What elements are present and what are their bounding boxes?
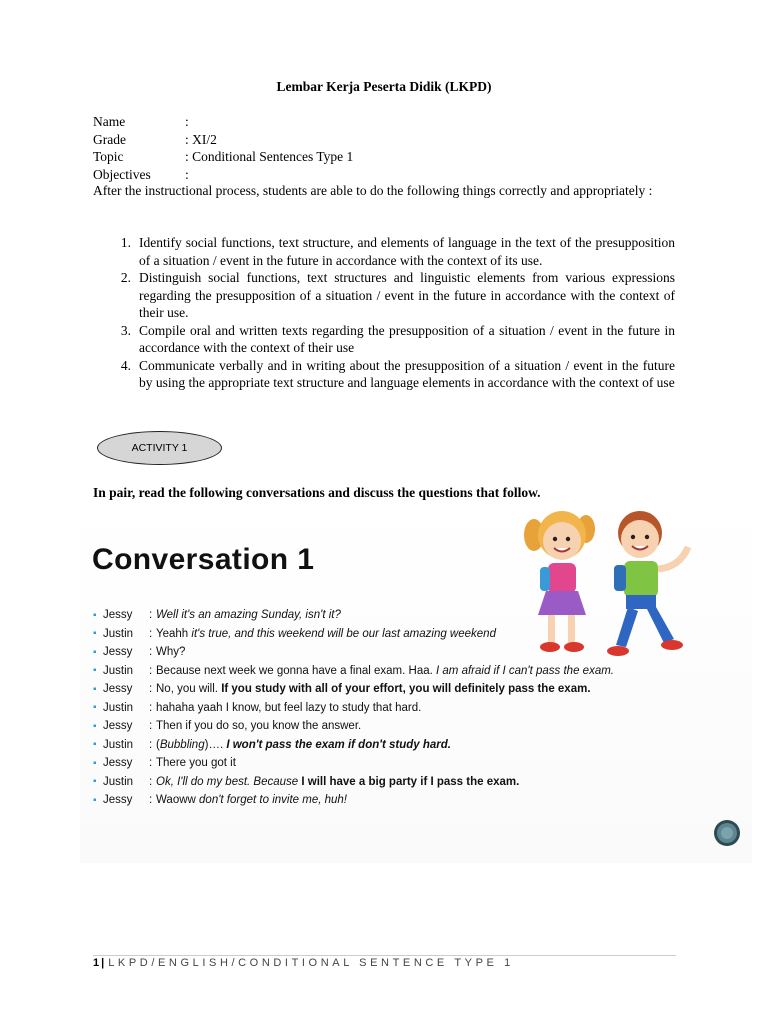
utterance [156,720,361,732]
dialogue-list [93,606,614,810]
utterance [156,646,185,658]
activity-badge: ACTIVITY 1 [97,431,222,465]
utterance-segment: it's true, and this weekend will be our last amazing weekend [191,627,496,640]
dialogue-line [93,736,614,755]
objective-text: Compile oral and written texts regarding the presupposition of a situation / event in the future in accordance with the context of their use [139,322,675,355]
utterance [156,702,421,714]
footer-separator: | [101,957,105,969]
dialogue-line [93,754,614,773]
bullet-icon: ▪ [93,776,97,788]
dialogue-line [93,606,614,625]
utterance [156,794,347,806]
speaker-colon: : [149,683,153,696]
utterance [156,665,614,677]
instruction-text: In pair, read the following conversations and discuss the questions that follow. [93,485,541,500]
document-title: Lembar Kerja Peserta Didik (LKPD) [276,79,492,94]
speaker-name: Justin [103,701,134,714]
utterance [156,757,236,769]
info-value: : XI/2 [185,131,217,147]
dialogue-line [93,662,614,681]
bullet-icon: ▪ [93,609,97,621]
utterance-segment: Because next week we gonna have a final exam. Haa. [156,664,437,677]
utterance-segment: Waoww [156,794,200,807]
speaker-name: Jessy [103,720,133,733]
dialogue-line [93,699,614,718]
objectives-list [93,234,675,392]
utterance-segment: Yeahh [156,627,192,640]
objective-item [93,322,675,357]
speaker-colon: : [149,794,153,807]
conversation-title: Conversation 1 [92,543,315,576]
dialogue-line [93,680,614,699]
speaker-colon: : [149,775,153,788]
speaker-name: Jessy [103,794,133,807]
speaker-colon: : [149,720,153,733]
utterance [156,609,341,621]
objective-item [93,234,675,269]
speaker-name: Jessy [103,683,133,696]
info-row-objectives [93,166,353,184]
info-row-grade [93,131,353,149]
speaker-name: Justin [103,627,134,640]
objective-text: Communicate verbally and in writing about the presupposition of a situation / event in the future by using the appropriate text structure and language elements in accordance with the context of use [139,357,675,390]
speaker-colon: : [149,646,153,659]
intro-paragraph: After the instructional process, students are able to do the following things correctly and appropriately : [93,183,653,198]
utterance-segment: I won't pass the exam if don't study hard. [226,738,451,751]
dialogue-line [93,717,614,736]
page-number: 1 [93,957,100,969]
objective-number: 1. [120,235,131,250]
utterance-segment: don't forget to invite me, huh! [199,794,347,807]
utterance-segment: I will have a big party if I pass the exam. [301,775,520,788]
utterance-segment: )…. [204,738,227,751]
bullet-icon: ▪ [93,720,97,732]
utterance-segment: Then if you do so, you know the answer. [156,720,362,733]
utterance-segment: ( [156,738,160,751]
speaker-name: Jessy [103,757,133,770]
objective-number: 3. [120,322,131,338]
info-key: Topic [93,149,124,164]
info-value: : Conditional Sentences Type 1 [185,149,354,164]
round-badge-icon [713,819,741,847]
boy-figure [607,511,688,656]
bullet-icon: ▪ [93,702,97,714]
info-value: : [185,114,189,129]
objective-text: Identify social functions, text structure, and elements of language in the text of the presupposition of a situation / event in the future in accordance with the context of its use. [139,235,675,268]
page-footer [93,957,514,969]
info-key: Grade [93,131,126,147]
speaker-name: Justin [103,738,134,751]
dialogue-line [93,625,614,644]
dialogue-line [93,773,614,792]
footer-label: LKPD/ENGLISH/CONDITIONAL SENTENCE TYPE 1 [108,957,514,969]
utterance-segment: If you study with all of your effort, you will definitely pass the exam. [221,683,591,696]
utterance-segment: Ok, I'll do my best. Because [156,775,302,788]
bullet-icon: ▪ [93,683,97,695]
speaker-colon: : [149,664,153,677]
speaker-colon: : [149,738,153,751]
bullet-icon: ▪ [93,739,97,751]
objective-number: 2. [120,270,131,285]
utterance-segment: Bubbling [159,738,205,751]
info-row-name [93,113,353,131]
utterance-segment: There you got it [156,757,236,770]
utterance-segment: Why? [156,646,186,659]
bullet-icon: ▪ [93,665,97,677]
utterance [156,683,591,695]
speaker-name: Justin [103,775,134,788]
speaker-name: Justin [103,664,134,677]
objective-text: Distinguish social functions, text structures and linguistic elements from various expressions regarding the presupposition of a situation / event in the future in accordance with the context of their use. [139,270,675,320]
utterance [156,628,496,640]
utterance-segment: Well it's an amazing Sunday, isn't it? [156,609,341,622]
objective-number: 4. [120,357,131,373]
utterance [156,776,519,788]
student-info [93,113,353,183]
bullet-icon: ▪ [93,646,97,658]
info-row-topic [93,148,353,166]
utterance [156,739,451,751]
utterance-segment: I am afraid if I can't pass the exam. [436,664,614,677]
speaker-colon: : [149,627,153,640]
dialogue-line [93,643,614,662]
objective-item [93,269,675,322]
bullet-icon: ▪ [93,757,97,769]
utterance-segment: No, you will. [156,683,222,696]
speaker-name: Jessy [103,609,133,622]
dialogue-line [93,791,614,810]
info-value: : [185,166,189,182]
utterance-segment: hahaha yaah I know, but feel lazy to study that hard. [156,701,422,714]
objective-item [93,357,675,392]
speaker-colon: : [149,609,153,622]
footer-rule [93,955,676,956]
speaker-colon: : [149,701,153,714]
info-key: Name [93,114,126,129]
bullet-icon: ▪ [93,628,97,640]
info-key: Objectives [93,166,151,182]
speaker-colon: : [149,757,153,770]
bullet-icon: ▪ [93,794,97,806]
speaker-name: Jessy [103,646,133,659]
